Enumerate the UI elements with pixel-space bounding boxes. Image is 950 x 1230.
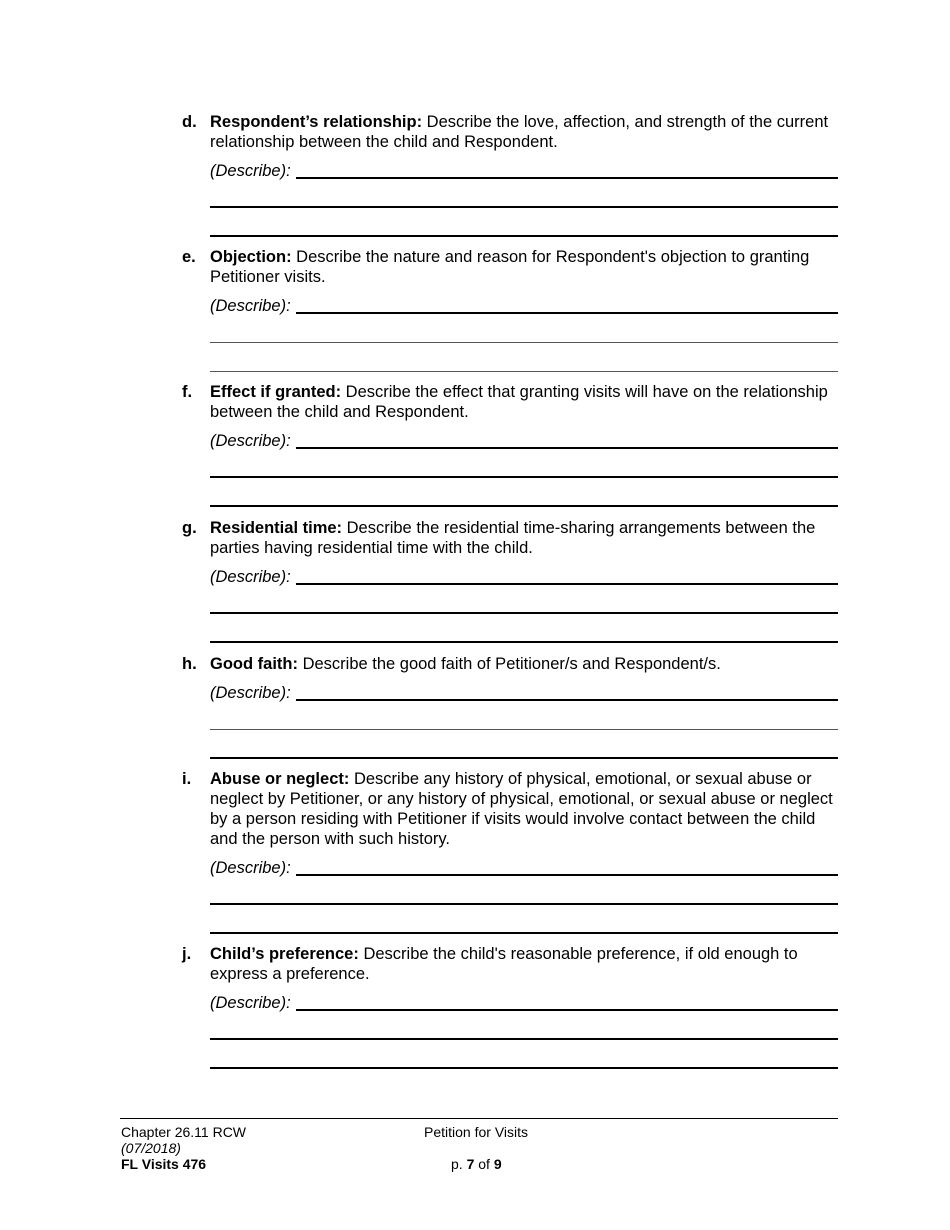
answer-line[interactable] <box>210 757 838 759</box>
page-prefix: p. <box>451 1156 467 1172</box>
section-description: Describe the nature and reason for Respondent's objection to granting Petitioner visits. <box>210 248 810 286</box>
describe-line[interactable] <box>296 583 838 585</box>
describe-label: (Describe): <box>210 859 291 877</box>
describe-label: (Describe): <box>210 162 291 180</box>
describe-line[interactable] <box>296 447 838 449</box>
answer-line[interactable] <box>210 641 838 643</box>
footer-page-number <box>451 1156 502 1172</box>
page-of: of <box>474 1156 494 1172</box>
footer-divider <box>120 1118 838 1119</box>
answer-line[interactable] <box>210 342 838 343</box>
section-letter: f. <box>182 383 193 401</box>
section-label: Child’s preference: <box>210 945 359 963</box>
section-text <box>210 247 838 287</box>
section-description: Describe the child's reasonable preference, if old enough to express a preference. <box>210 945 798 983</box>
answer-line[interactable] <box>210 235 838 237</box>
section-letter: e. <box>182 248 196 266</box>
section-letter: d. <box>182 113 197 131</box>
section-description: Describe any history of physical, emotional, or sexual abuse or neglect by Petitioner, or any history of physical, emotional, or sexual abuse or neglect by a person residing with Petitioner if visits would involve contact between the child and the person with such history. <box>210 770 833 848</box>
answer-line[interactable] <box>210 612 838 614</box>
section-text <box>210 944 838 984</box>
describe-field[interactable] <box>210 681 838 703</box>
answer-line[interactable] <box>210 1067 838 1069</box>
answer-line[interactable] <box>210 206 838 208</box>
section-description: Describe the residential time-sharing arrangements between the parties having residential time with the child. <box>210 519 816 557</box>
section-label: Effect if granted: <box>210 383 342 401</box>
footer-statute: Chapter 26.11 RCW <box>121 1124 247 1140</box>
describe-label: (Describe): <box>210 994 291 1012</box>
describe-line[interactable] <box>296 177 838 179</box>
answer-line[interactable] <box>210 476 838 478</box>
answer-line[interactable] <box>210 505 838 507</box>
section-text <box>210 518 838 558</box>
describe-label: (Describe): <box>210 432 291 450</box>
section-text <box>210 112 838 152</box>
section-letter: h. <box>182 655 197 673</box>
describe-line[interactable] <box>296 699 838 701</box>
section-letter: i. <box>182 770 192 788</box>
describe-line[interactable] <box>296 1009 838 1011</box>
answer-line[interactable] <box>210 932 838 934</box>
describe-field[interactable] <box>210 565 838 587</box>
describe-field[interactable] <box>210 991 838 1013</box>
section-letter: g. <box>182 519 197 537</box>
describe-label: (Describe): <box>210 297 291 315</box>
section-label: Residential time: <box>210 519 343 537</box>
describe-label: (Describe): <box>210 684 291 702</box>
describe-label: (Describe): <box>210 568 291 586</box>
describe-line[interactable] <box>296 874 838 876</box>
section-description: Describe the effect that granting visits will have on the relationship between the child and Respondent. <box>210 383 828 421</box>
section-text <box>210 382 838 422</box>
section-text <box>210 769 838 849</box>
section-label: Respondent’s relationship: <box>210 113 423 131</box>
footer-date: (07/2018) <box>121 1140 181 1156</box>
footer-form-id: FL Visits 476 <box>121 1156 207 1172</box>
section-label: Good faith: <box>210 655 298 673</box>
answer-line[interactable] <box>210 371 838 372</box>
describe-line[interactable] <box>296 312 838 314</box>
section-description: Describe the good faith of Petitioner/s and Respondent/s. <box>297 655 721 673</box>
answer-line[interactable] <box>210 1038 838 1040</box>
footer-title: Petition for Visits <box>424 1124 529 1140</box>
answer-line[interactable] <box>210 903 838 905</box>
section-text <box>210 654 838 674</box>
section-label: Abuse or neglect: <box>210 770 350 788</box>
answer-line[interactable] <box>210 729 838 730</box>
section-letter: j. <box>182 945 192 963</box>
page-total: 9 <box>493 1156 502 1172</box>
describe-field[interactable] <box>210 159 838 181</box>
describe-field[interactable] <box>210 429 838 451</box>
section-description: Describe the love, affection, and strength of the current relationship between the child and Respondent. <box>210 113 829 151</box>
section-label: Objection: <box>210 248 292 266</box>
describe-field[interactable] <box>210 294 838 316</box>
describe-field[interactable] <box>210 856 838 878</box>
page-current: 7 <box>466 1156 475 1172</box>
